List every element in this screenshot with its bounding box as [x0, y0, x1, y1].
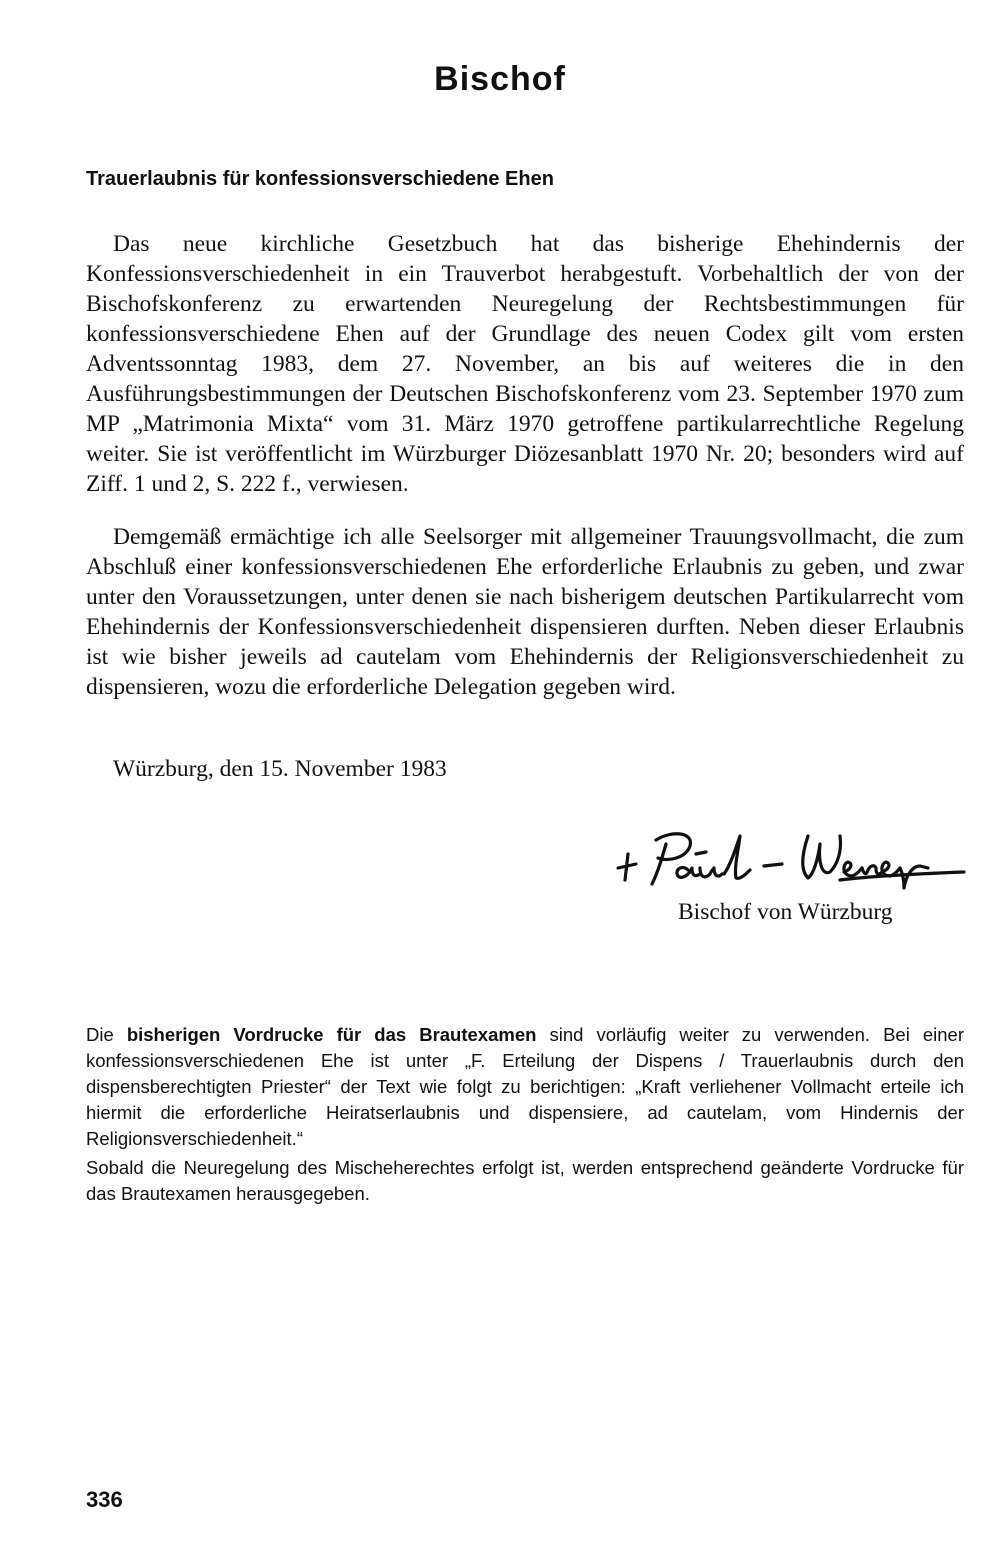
- note-1-rest: sind vorläufig weiter zu verwenden. Bei einer konfessionsverschiedenen Ehe ist unter „F. Erteilung der Dispens / Trauerlaubnis durch den dispensberechtigten Priester“ der Text wie folgt zu berichtigen: „Kraft verliehener Vollmacht erteile ich hiermit die erforderliche Heiratserlaubnis und dispensiere, ad cautelam, vom Hindernis der Religionsverschiedenheit.“: [86, 1024, 964, 1149]
- section-title: Trauerlaubnis für konfessionsverschiedene Ehen: [86, 168, 554, 190]
- body-paragraph-2: Demgemäß ermächtige ich alle Seelsorger mit allgemeiner Trauungsvollmacht, die zum Abschluß einer konfessionsverschiedenen Ehe erforderliche Erlaubnis zu geben, und zwar unter den Voraussetzungen, unter denen sie nach bisherigem deutschen Partikularrecht vom Ehehindernis der Konfessionsverschiedenheit dispensieren durften. Neben dieser Erlaubnis ist wie bisher jeweils ad cautelam vom Ehehindernis der Religionsverschiedenheit zu dispensieren, wozu die erforderliche Delegation gegeben wird.: [86, 524, 964, 700]
- handwritten-signature: [612, 818, 972, 898]
- body-paragraph-1: Das neue kirchliche Gesetzbuch hat das bisherige Ehehindernis der Konfessionsverschiedenheit in ein Trauverbot herabgestuft. Vorbehaltlich der von der Bischofskonferenz zu erwartenden Neuregelung der Rechtsbestimmungen für konfessionsverschiedene Ehen auf der Grundlage des neuen Codex gilt vom ersten Adventssonntag 1983, dem 27. November, an bis auf weiteres die in den Ausführungsbestimmungen der Deutschen Bischofskonferenz vom 23. September 1970 zum MP „Matrimonia Mixta“ vom 31. März 1970 getroffene partikularrechtliche Regelung weiter. Sie ist veröffentlicht im Würzburger Diözesanblatt 1970 Nr. 20; besonders wird auf Ziff. 1 und 2, S. 222 f., verwiesen.: [86, 231, 964, 497]
- note-paragraph-2: Sobald die Neuregelung des Mischeherechtes erfolgt ist, werden entsprechend geänderte Vordrucke für das Brautexamen herausgegeben.: [86, 1157, 964, 1204]
- page-number: 336: [86, 1487, 123, 1512]
- signer-title: Bischof von Würzburg: [678, 899, 893, 925]
- note-paragraph-1: [86, 1022, 964, 1152]
- date-line: Würzburg, den 15. November 1983: [113, 756, 447, 782]
- note-1-lead: Die: [86, 1024, 127, 1045]
- page-heading: Bischof: [434, 60, 566, 98]
- note-1-bold: bisherigen Vordrucke für das Brautexamen: [126, 1024, 537, 1045]
